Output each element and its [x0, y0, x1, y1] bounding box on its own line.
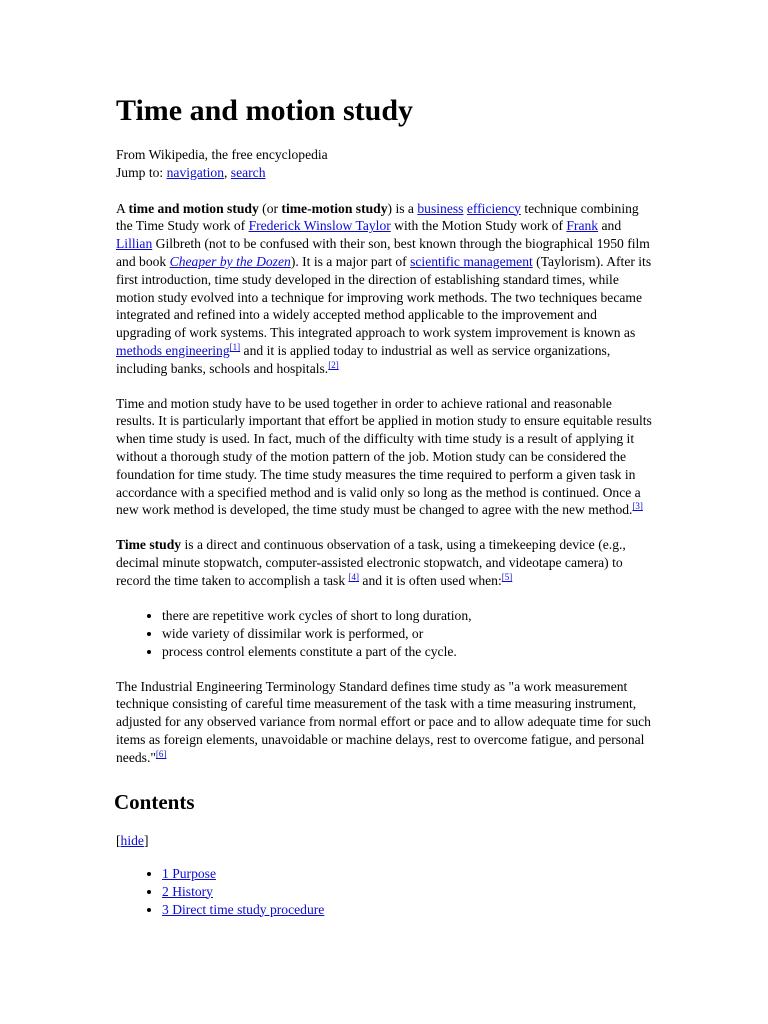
text-run: ) is a	[387, 200, 418, 216]
text-run: (Taylorism). After its first introduction, time study developed in the direction of establishing standard times, while motion study evolved into a technique for improving work methods. The two techniques became integrated and refined into a widely accepted method applicable to the improvement and upgrading of work systems. This integrated approach to work system improvement is known as	[116, 253, 652, 341]
reference-4[interactable]: [4]	[348, 571, 360, 582]
text-run: Time and motion study have to be used together in order to achieve rational and reasonable results. It is particularly important that effort be applied in motion study to ensure equitable results when time study is used. In fact, much of the difficulty with time study is a result of applying it without a thorough study of the motion pattern of the job. Motion study can be considered the foundation for time study. The time study measures the time required to perform a given task in accordance with a specified method and is valid only so long as the method is continued. Once a new work method is developed, the time study must be changed to agree with the new method.	[116, 395, 652, 518]
link-efficiency[interactable]: efficiency	[466, 200, 521, 216]
reference-5[interactable]: [5]	[501, 571, 513, 582]
toc-link-history[interactable]: 2 History	[162, 883, 213, 899]
page-title: Time and motion study	[116, 94, 414, 127]
tagline: From Wikipedia, the free encyclopedia	[116, 147, 328, 162]
text-run: ). It is a major part of	[290, 253, 411, 269]
text-run: The Industrial Engineering Terminology Standard defines time study as "a work measurement technique consisting of careful time measurement of the task with a time measuring instrument, adjusted for any observed variance from normal effort or pace and to allow adequate time for such items as foreign elements, unavoidable or machine delays, rest to overcome fatigue, and personal needs."	[116, 678, 651, 765]
paragraph-definition	[116, 678, 654, 767]
term-time-study: Time study	[116, 537, 182, 553]
text-run: technique combining the Time Study work of	[116, 200, 639, 234]
reference-1[interactable]: [1]	[229, 341, 241, 352]
paragraph-time-and-motion	[116, 395, 654, 520]
reference-2[interactable]: [2]	[328, 359, 339, 370]
paragraph-time-study	[116, 536, 654, 589]
reference-3[interactable]: [3]	[632, 501, 643, 512]
link-frank[interactable]: Frank	[566, 218, 599, 234]
toc-link-purpose[interactable]: 1 Purpose	[162, 865, 216, 881]
text-run: with the Motion Study work of	[390, 218, 567, 234]
jump-to-line	[116, 164, 654, 182]
text-run: and	[598, 218, 622, 234]
toc-toggle	[116, 832, 654, 850]
link-business[interactable]: business	[417, 200, 464, 216]
link-scientific-management[interactable]: scientific management	[410, 253, 533, 269]
link-frederick-winslow-taylor[interactable]: Frederick Winslow Taylor	[248, 218, 391, 234]
term-time-and-motion-study: time and motion study	[128, 200, 259, 216]
article	[116, 92, 654, 919]
text-run: Gilbreth (not to be confused with their son, best known through the biographical 1950 film and book	[116, 236, 650, 269]
article-meta	[116, 146, 654, 182]
toc-item	[162, 901, 654, 919]
list-item: • there are repetitive work cycles of short to long duration,	[162, 607, 654, 625]
toc-item	[162, 883, 654, 901]
table-of-contents	[116, 865, 654, 919]
hide-toc-link[interactable]: hide	[120, 832, 144, 848]
text-run: A	[116, 200, 129, 216]
jump-prefix: Jump to:	[116, 164, 167, 180]
text-run: is a direct and continuous observation of a task, using a timekeeping device (e.g., decimal minute stopwatch, computer-assisted electronic stopwatch, and videotape camera) to record the time taken to accomplish a task	[116, 537, 626, 588]
bracket: ]	[143, 832, 149, 848]
list-item: • wide variety of dissimilar work is performed, or	[162, 625, 654, 643]
text-run: and it is applied today to industrial as well as service organizations, including banks, schools and hospitals.	[116, 342, 611, 376]
text-run: (or	[258, 200, 282, 216]
link-lillian[interactable]: Lillian	[116, 236, 153, 252]
toc-link-direct-time-study-procedure[interactable]: 3 Direct time study procedure	[162, 901, 325, 917]
conditions-list	[116, 607, 654, 661]
reference-6[interactable]: [6]	[155, 748, 167, 759]
bracket: [	[116, 832, 121, 848]
navigation-link[interactable]: navigation	[166, 164, 224, 180]
list-item: • process control elements constitute a part of the cycle.	[162, 643, 654, 661]
link-cheaper-by-the-dozen[interactable]: Cheaper by the Dozen	[169, 253, 291, 269]
link-methods-engineering[interactable]: methods engineering	[116, 342, 230, 358]
toc-item	[162, 865, 654, 883]
intro-paragraph	[116, 200, 654, 378]
search-link[interactable]: search	[230, 164, 266, 180]
text-run: and it is often used when:	[359, 572, 502, 588]
jump-separator: ,	[224, 164, 231, 180]
contents-heading: Contents	[114, 789, 195, 814]
term-time-motion-study: time-motion study	[281, 200, 388, 216]
